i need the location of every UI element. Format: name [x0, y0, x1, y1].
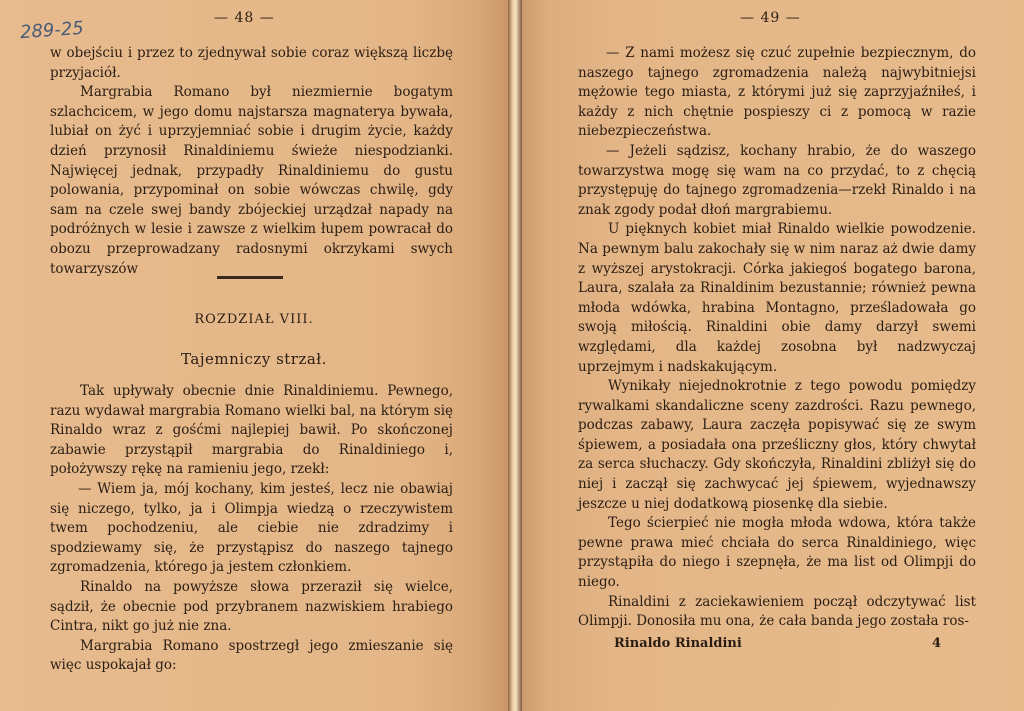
paragraph: Margrabia Romano był niezmiernie bogatym szlachcicem, w jego domu najstarsza magnaterya bywała, lubiał on żyć i uprzyjemniać sobie i drugim życie, każdy dzień przynosił Rinaldiniemu świeże niespodzianki. Najwięcej jednak, przypadły Rinaldiniemu do gustu polowania, przypominał on sobie wówczas chwilę, gdy sam na czele swej bandy zbójeckiej urządzał napady na podróżnych w lesie i zawsze z wielkim łupem powracał do obozu przeprowadzany radosnymi okrzykami swych towarzyszów — [50, 84, 453, 277]
left-page — [0, 0, 508, 711]
section-divider — [217, 276, 283, 279]
handwritten-note: 289-25 — [19, 17, 85, 44]
left-top-text — [50, 44, 453, 279]
book-gutter — [508, 0, 522, 711]
paragraph: Tego ścierpieć nie mogła młoda wdowa, która także pewne prawa mieć chciała do serca Rinaldiniego, więc przystąpiła do niego i szepnęła, że ma list od Olimpji do niego. — [578, 515, 976, 591]
paragraph: Wynikały niejednokrotnie z tego powodu pomiędzy rywalkami skandaliczne sceny zazdrości. Razu pewnego, podczas zabawy, Laura zaczęła popisywać się ze swym śpiewem, a posiadała ona prześliczny głos, który chwytał za serca słuchaczy. Gdy skończyła, Rinaldini zbliżył się do niej i zaczął się zachwycać jej śpiewem, wyjednawszy jeszcze u niej dodatkową piosenkę dla siebie. — [578, 378, 976, 512]
paragraph: — Z nami możesz się czuć zupełnie bezpiecznym, do naszego tajnego zgromadzenia należą najwybitniejsi mężowie tego miasta, z którymi już się zaprzyjaźniłeś, i każdy z nich chętnie pospieszy ci z pomocą w razie niebezpieczeństwa. — [578, 45, 976, 140]
left-bottom-text — [50, 382, 453, 676]
paragraph: Rinaldini z zaciekawieniem począł odczytywać list Olimpji. Donosiła mu ona, że cała banda jego została ros- — [578, 593, 976, 630]
running-footer-title: Rinaldo Rinaldini — [614, 636, 742, 651]
signature-mark: 4 — [932, 636, 942, 651]
paragraph: U pięknych kobiet miał Rinaldo wielkie powodzenie. Na pewnym balu zakochały się w nim naraz aż dwie damy z wyższej arystokracji. Córka jakiegoś bogatego barona, Laura, szalała za Rinaldinim bezustannie; również pewna młoda wdówka, hrabina Montagno, prześladowała go swoją miłością. Rinaldini obie damy darzył swemi względami, dla każdej zosobna był nadzwyczaj uprzejmym i nadskakującym. — [578, 221, 976, 375]
paragraph: Margrabia Romano spostrzegł jego zmieszanie się więc uspokajał go: — [50, 637, 453, 674]
paragraph: — Jeżeli sądzisz, kochany hrabio, że do waszego towarzystwa mogę się wam na co przydać, to z chęcią przystępuję do tajnego zgromadzenia—rzekł Rinaldo i na znak zgody podał dłoń margrabiemu. — [578, 142, 976, 218]
chapter-heading: ROZDZIAŁ VIII. — [194, 312, 314, 327]
chapter-subtitle: Tajemniczy strzał. — [181, 350, 327, 368]
page-number-right: — 49 — — [740, 10, 801, 26]
paragraph: w obejściu i przez to zjednywał sobie coraz większą liczbę przyjaciół. — [50, 45, 453, 81]
paragraph: Tak upływały obecnie dnie Rinaldiniemu. Pewnego, razu wydawał margrabia Romano wielki bal, na którym się Rinaldo wraz z gośćmi najlepiej bawił. Po skończonej zabawie przystąpił margrabia do Rinaldiniego i, położywszy rękę na ramieniu jego, rzekł: — [50, 383, 453, 478]
paragraph: Rinaldo na powyższe słowa przeraził się wielce, sądził, że obecnie pod przybranem nazwiskiem hrabiego Cintra, nikt go już nie zna. — [50, 578, 453, 635]
page-number-left: — 48 — — [214, 10, 275, 26]
right-text — [578, 44, 976, 632]
paragraph: — Wiem ja, mój kochany, kim jesteś, lecz nie obawiaj się niczego, tylko, ja i Olimpja wiedzą o rzeczywistem twem pochodzeniu, ale ciebie nie zdradzimy i spodziewamy się, że przystąpisz do naszego tajnego zgromadzenia, którego ja jestem członkiem. — [50, 480, 453, 576]
right-page — [522, 0, 1024, 711]
